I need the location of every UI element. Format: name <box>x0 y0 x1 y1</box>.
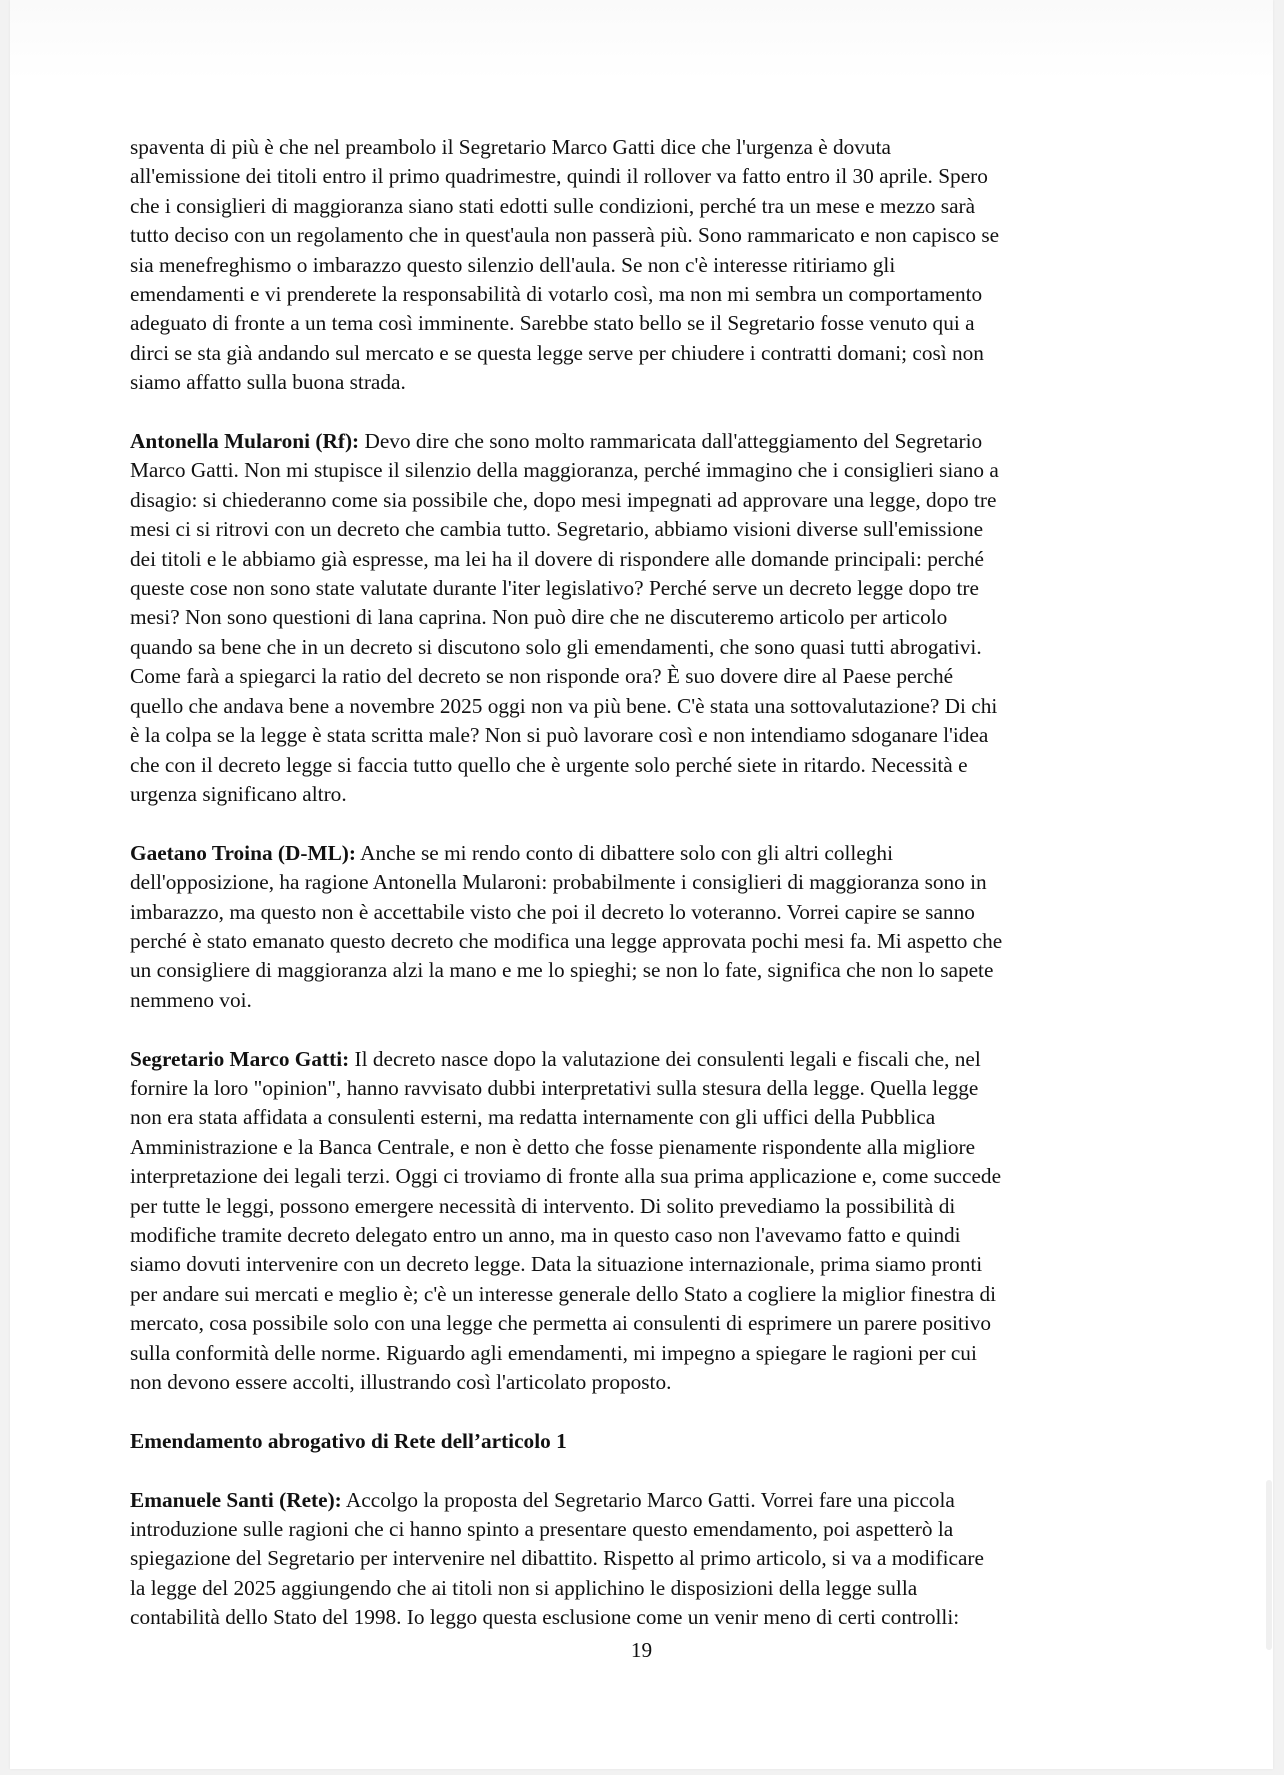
paragraph-gatti <box>130 1045 1190 1398</box>
text-line: imbarazzo, ma questo non è accettabile visto che poi il decreto lo voteranno. Vorrei capire se sanno <box>130 899 975 924</box>
text-line: sulla conformità delle norme. Riguardo agli emendamenti, mi impegno a spiegare le ragioni per cui <box>130 1340 977 1365</box>
page-number: 19 <box>630 1638 653 1662</box>
text-line: mesi ci si ritrovi con un decreto che cambia tutto. Segretario, abbiamo visioni diverse sull'emissione <box>130 517 984 542</box>
text-line: per tutte le leggi, possono emergere necessità di intervento. Di solito prevediamo la possibilità di <box>130 1193 956 1218</box>
text-line: che i consiglieri di maggioranza siano stati edotti sulle condizioni, perché tra un mese e mezzo sarà <box>130 193 976 218</box>
text-line: introduzione sulle ragioni che ci hanno spinto a presentare questo emendamento, poi aspetterò la <box>130 1517 954 1542</box>
text-line: Come farà a spiegarci la ratio del decreto se non risponde ora? È suo dovere dire al Paese perché <box>130 664 954 689</box>
text-line: contabilità dello Stato del 1998. Io leggo questa esclusione come un venir meno di certi controlli: <box>130 1605 960 1630</box>
text-line: nemmeno voi. <box>130 987 252 1012</box>
document-page <box>10 0 1273 1769</box>
text-line: sia menefreghismo o imbarazzo questo silenzio dell'aula. Se non c'è interesse ritiriamo gli <box>130 252 896 277</box>
speaker-name: Gaetano Troina (D-ML): <box>130 840 356 865</box>
text-line: quello che andava bene a novembre 2025 oggi non va più bene. C'è stata una sottovalutazione? Di chi <box>130 693 998 718</box>
text-line: adeguato di fronte a un tema così imminente. Sarebbe stato bello se il Segretario fosse venuto qui a <box>130 311 975 336</box>
page-top-shade <box>10 0 1273 80</box>
paragraph-santi <box>130 1486 1190 1633</box>
paragraph-troina <box>130 839 1190 1015</box>
text-line: mercato, cosa possibile solo con una legge che permetta ai consulenti di esprimere un parere positivo <box>130 1311 992 1336</box>
speaker-name: Antonella Mularoni (Rf): <box>130 429 360 454</box>
text-line: non era stata affidata a consulenti esterni, ma redatta internamente con gli uffici della Pubblica <box>130 1105 936 1130</box>
text-line: modifiche tramite decreto delegato entro un anno, ma in questo caso non l'avevamo fatto e quindi <box>130 1222 961 1247</box>
text-line: perché è stato emanato questo decreto che modifica una legge approvata pochi mesi fa. Mi aspetto che <box>130 928 1003 953</box>
text-line: Amministrazione e la Banca Centrale, e non è detto che fosse pienamente rispondente alla migliore <box>130 1134 976 1159</box>
text-line: che con il decreto legge si faccia tutto quello che è urgente solo perché siete in ritardo. Necessità e <box>130 752 968 777</box>
text-line: spaventa di più è che nel preambolo il Segretario Marco Gatti dice che l'urgenza è dovuta <box>130 135 891 159</box>
text-line <box>130 427 1190 456</box>
text-line: la legge del 2025 aggiungendo che ai titoli non si applichino le disposizioni della legge sulla <box>130 1575 918 1600</box>
text-line: all'emissione dei titoli entro il primo quadrimestre, quindi il rollover va fatto entro il 30 aprile. Spero <box>130 164 988 189</box>
text-line: dell'opposizione, ha ragione Antonella Mularoni: probabilmente i consiglieri di maggioranza sono in <box>130 870 987 895</box>
text-line: emendamenti e vi prenderete la responsabilità di votarlo così, ma non mi sembra un comportamento <box>130 282 983 307</box>
text-line: urgenza significano altro. <box>130 781 347 806</box>
scrollbar-thumb[interactable] <box>1266 1480 1272 1650</box>
section-heading: Emendamento abrogativo di Rete dell’articolo 1 <box>130 1428 567 1453</box>
text-line: Marco Gatti. Non mi stupisce il silenzio della maggioranza, perché immagino che i consiglieri siano a <box>130 458 999 483</box>
text-line: queste cose non sono state valutate durante l'iter legislativo? Perché serve un decreto legge dopo tre <box>130 576 979 601</box>
text-line <box>130 1486 1190 1515</box>
text-line: disagio: si chiederanno come sia possibile che, dopo mesi impegnati ad approvare una legge, dopo tre <box>130 487 997 512</box>
text-line: mesi? Non sono questioni di lana caprina. Non può dire che ne discuteremo articolo per articolo <box>130 605 948 630</box>
text-line: interpretazione dei legali terzi. Oggi ci troviamo di fronte alla sua prima applicazione e, come succede <box>130 1164 1002 1189</box>
text-line: un consigliere di maggioranza alzi la mano e me lo spieghi; se non lo fate, significa che non lo sapete <box>130 958 994 983</box>
speaker-name: Segretario Marco Gatti: <box>130 1046 350 1071</box>
text-line: dirci se sta già andando sul mercato e se questa legge serve per chiudere i contratti domani; così non <box>130 340 984 365</box>
speech-text: Il decreto nasce dopo la valutazione dei consulenti legali e fiscali che, nel <box>349 1046 981 1071</box>
paragraph-mularoni <box>130 427 1190 809</box>
speaker-name: Emanuele Santi (Rete): <box>130 1487 342 1512</box>
text-line: per andare sui mercati e meglio è; c'è un interesse generale dello Stato a cogliere la miglior finestra di <box>130 1281 997 1306</box>
page-content <box>130 133 1190 1662</box>
text-line <box>130 1045 1190 1074</box>
text-line: dei titoli e le abbiamo già espresse, ma lei ha il dovere di rispondere alle domande principali: perché <box>130 546 984 571</box>
text-line: spiegazione del Segretario per intervenire nel dibattito. Rispetto al primo articolo, si va a modificare <box>130 1546 984 1571</box>
text-line: fornire la loro "opinion", hanno ravvisato dubbi interpretativi sulla stesura della legge. Quella legge <box>130 1075 979 1100</box>
text-line: quando sa bene che in un decreto si discutono solo gli emendamenti, che sono quasi tutti abrogativi. <box>130 634 982 659</box>
text-line <box>130 839 1190 868</box>
text-line: siamo affatto sulla buona strada. <box>130 370 406 395</box>
text-line: tutto deciso con un regolamento che in quest'aula non passerà più. Sono rammaricato e non capisco se <box>130 223 1000 248</box>
text-line: è la colpa se la legge è stata scritta male? Non si può lavorare così e non intendiamo sdoganare l'idea <box>130 723 989 748</box>
speech-text: Devo dire che sono molto rammaricata dall'atteggiamento del Segretario <box>359 429 983 454</box>
speech-text: Anche se mi rendo conto di dibattere solo con gli altri colleghi <box>355 840 893 865</box>
speech-text: Accolgo la proposta del Segretario Marco Gatti. Vorrei fare una piccola <box>341 1487 955 1512</box>
text-line: siamo dovuti intervenire con un decreto legge. Data la situazione internazionale, prima siamo pronti <box>130 1252 983 1277</box>
paragraph-continuation <box>130 133 1190 398</box>
text-line: non devono essere accolti, illustrando così l'articolato proposto. <box>130 1370 672 1395</box>
